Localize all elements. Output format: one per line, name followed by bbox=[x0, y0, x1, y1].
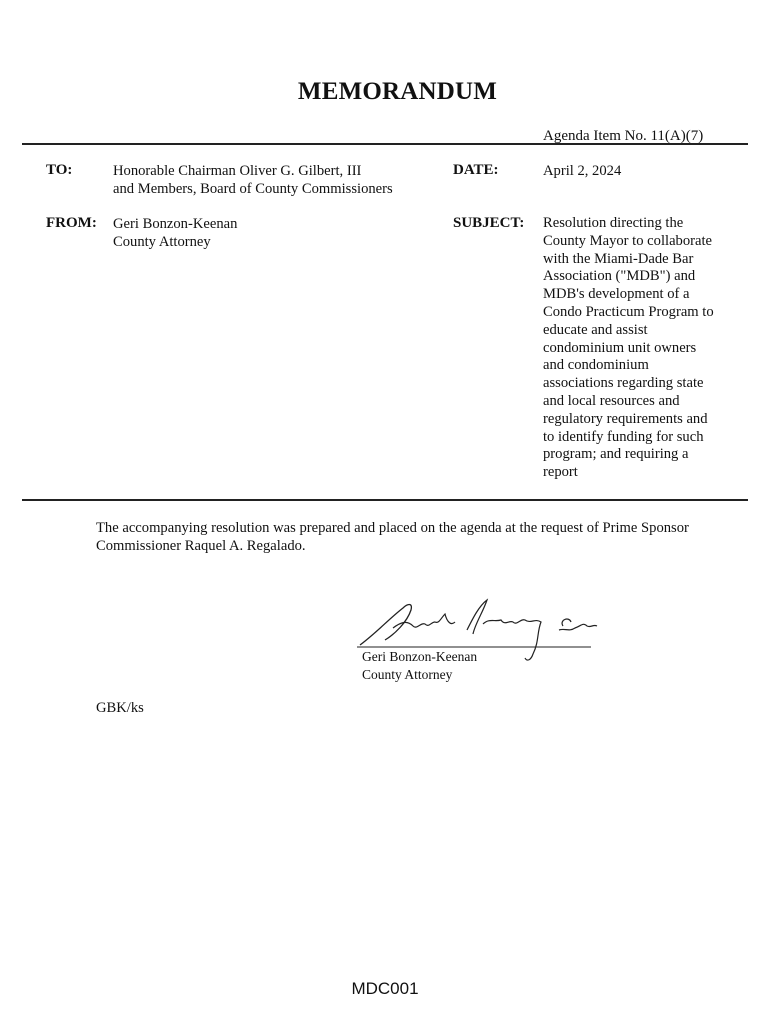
from-label: FROM: bbox=[46, 215, 97, 231]
body-line-2: Commissioner Raquel A. Regalado. bbox=[96, 538, 306, 554]
signatory-title: County Attorney bbox=[362, 667, 453, 682]
subject-line: Association ("MDB") and bbox=[543, 268, 696, 285]
bottom-divider bbox=[22, 499, 748, 501]
subject-line: educate and assist bbox=[543, 321, 648, 338]
subject-line: County Mayor to collaborate bbox=[543, 232, 713, 249]
subject-text bbox=[543, 215, 728, 482]
subject-line: Condo Practicum Program to bbox=[543, 303, 714, 320]
subject-line: program; and requiring a bbox=[543, 446, 689, 463]
body-paragraph bbox=[96, 519, 736, 555]
date-label: DATE: bbox=[453, 162, 499, 178]
top-divider bbox=[22, 143, 748, 145]
to-recipient-line-1: Honorable Chairman Oliver G. Gilbert, III bbox=[113, 163, 362, 179]
subject-line: MDB's development of a bbox=[543, 286, 690, 303]
agenda-item-number: Agenda Item No. 11(A)(7) bbox=[543, 128, 704, 144]
subject-label: SUBJECT: bbox=[453, 215, 525, 231]
subject-line: report bbox=[543, 464, 578, 481]
subject-line: and local resources and bbox=[543, 392, 680, 409]
to-recipient-line-2: and Members, Board of County Commissioners bbox=[113, 181, 393, 197]
subject-line: and condominium bbox=[543, 357, 649, 374]
subject-line: condominium unit owners bbox=[543, 339, 697, 356]
to-label: TO: bbox=[46, 162, 73, 178]
subject-line: regulatory requirements and bbox=[543, 410, 708, 427]
from-title: County Attorney bbox=[113, 234, 211, 250]
signatory-name: Geri Bonzon-Keenan bbox=[362, 649, 478, 664]
body-line-1: The accompanying resolution was prepared and placed on the agenda at the request of Prime Sponsor bbox=[96, 520, 689, 536]
page-footer-code: MDC001 bbox=[351, 979, 419, 998]
memo-title: MEMORANDUM bbox=[297, 78, 498, 105]
subject-line: Resolution directing the bbox=[543, 215, 684, 231]
subject-line: with the Miami-Dade Bar bbox=[543, 250, 694, 267]
date-value: April 2, 2024 bbox=[543, 163, 622, 179]
subject-line: associations regarding state bbox=[543, 375, 704, 392]
from-name: Geri Bonzon-Keenan bbox=[113, 216, 238, 232]
subject-line: to identify funding for such bbox=[543, 428, 704, 445]
typist-initials: GBK/ks bbox=[96, 700, 144, 716]
